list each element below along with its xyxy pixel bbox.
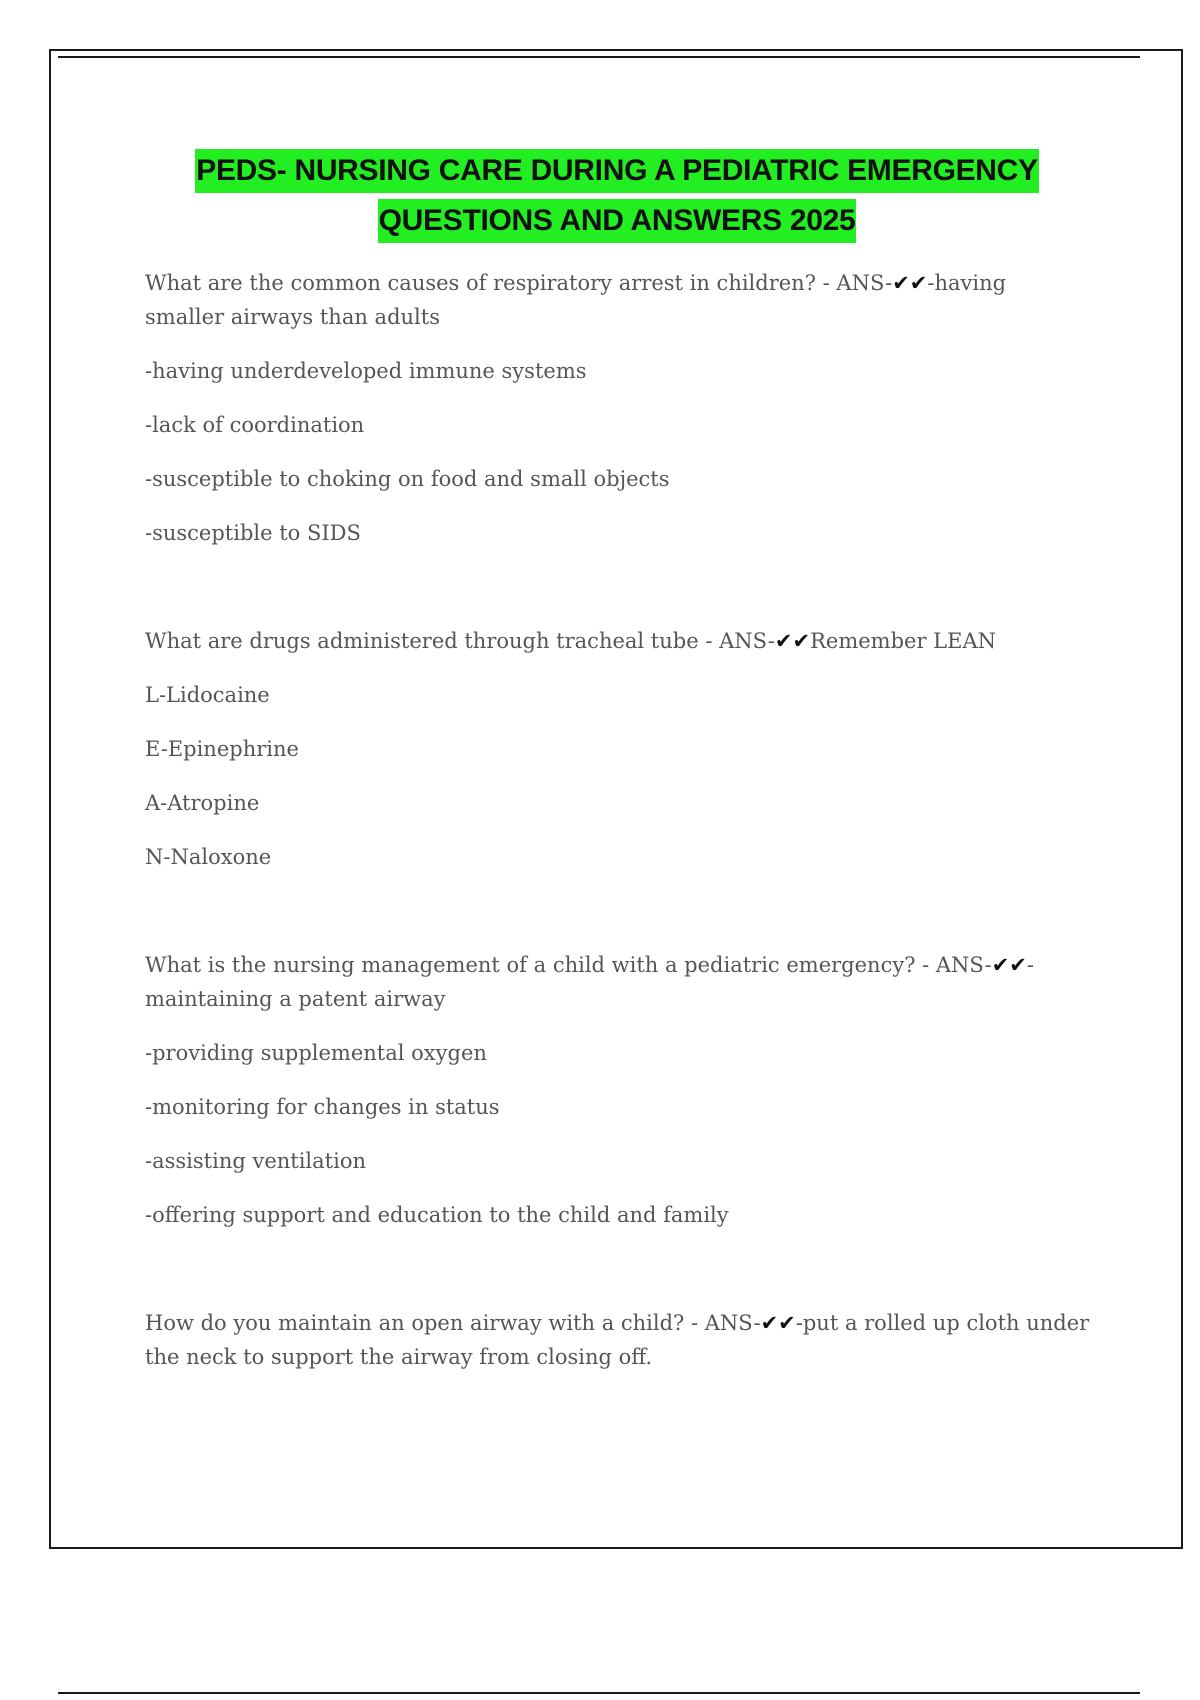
qa-block-4 <box>145 1306 1090 1374</box>
answer-item: -monitoring for changes in status <box>145 1095 500 1119</box>
question-text: What are the common causes of respiratory arrest in children? - ANS- <box>145 271 893 295</box>
check-mark-icon: ✔✔ <box>991 953 1027 977</box>
answer-item: -offering support and education to the child and family <box>145 1203 729 1227</box>
question-text: What are drugs administered through tracheal tube - ANS- <box>145 629 775 653</box>
check-mark-icon: ✔✔ <box>892 271 928 295</box>
answer-item: N-Naloxone <box>145 845 272 869</box>
qa-block-2 <box>145 624 1090 874</box>
answer-text: -maintaining a patent airway <box>145 953 1034 1011</box>
qa-content <box>145 266 1090 1394</box>
answer-text: Remember LEAN <box>810 629 996 653</box>
answer-item: -lack of coordination <box>145 413 365 437</box>
qa-question-2 <box>145 624 1090 658</box>
answer-item: A-Atropine <box>145 791 260 815</box>
section-gap <box>145 894 1090 948</box>
qa-question-4 <box>145 1306 1090 1374</box>
title-line-1: PEDS- NURSING CARE DURING A PEDIATRIC EMERGENCY <box>195 149 1039 193</box>
bottom-rule <box>58 1692 1140 1694</box>
qa-block-1 <box>145 266 1090 550</box>
answer-item: -providing supplemental oxygen <box>145 1041 487 1065</box>
answer-item: -susceptible to choking on food and small objects <box>145 467 670 491</box>
answer-item: L-Lidocaine <box>145 683 270 707</box>
qa-block-3 <box>145 948 1090 1232</box>
title-line-2: QUESTIONS AND ANSWERS 2025 <box>378 199 857 243</box>
question-text: How do you maintain an open airway with a child? - ANS- <box>145 1311 761 1335</box>
check-mark-icon: ✔✔ <box>774 629 811 653</box>
answer-item: -susceptible to SIDS <box>145 521 361 545</box>
section-gap <box>145 570 1090 624</box>
answer-item: E-Epinephrine <box>145 737 299 761</box>
question-text: What is the nursing management of a child with a pediatric emergency? - ANS- <box>145 953 992 977</box>
answer-text: -having smaller airways than adults <box>145 271 1007 329</box>
check-mark-icon: ✔✔ <box>760 1311 796 1335</box>
section-gap <box>145 1252 1090 1306</box>
qa-question-3 <box>145 948 1090 1016</box>
answer-text: -put a rolled up cloth under the neck to support the airway from closing off. <box>145 1311 1090 1369</box>
top-rule <box>58 56 1140 58</box>
answer-item: -assisting ventilation <box>145 1149 366 1173</box>
qa-question-1 <box>145 266 1090 334</box>
document-title <box>60 146 1174 246</box>
answer-item: -having underdeveloped immune systems <box>145 359 587 383</box>
